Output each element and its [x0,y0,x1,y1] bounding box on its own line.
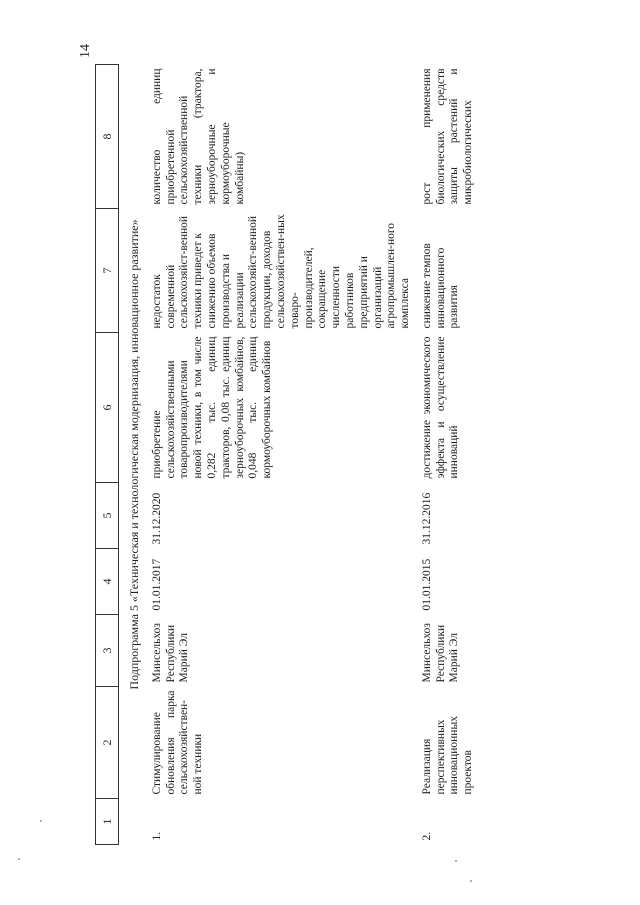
col-header-3: 3 [96,615,119,687]
consequences: снижение темпов инновационного развития [420,243,461,329]
expected-result: приобретение сельскохозяйственными товаропроизводителями новой техники, в том числе 0,282 тыс. единиц тракторов, 0,08 тыс. единиц зерноуборочных комбайнов, 0,048 тыс. единиц кормоуборочных комбайнов [150,336,274,479]
scan-speck [18,858,20,860]
executor: Минсельхоз Республики Марий Эл [420,623,461,683]
row-number: 2. [420,831,433,841]
section-row [119,65,148,845]
end-date: 31.12.2016 [420,492,433,545]
measure-name: Стимулирование обновления парка сельскохозяйствен-ной техники [150,690,205,795]
col-header-4: 4 [96,549,119,615]
measure-name: Реализация перспективных инновационных проектов [420,716,475,795]
col-header-5: 5 [96,483,119,549]
consequences: недостаток современной сельскохозяйст-венной техники приведет к снижению объемов производства и реализации сельскохозяйст-венной продукции, доходов сельскохозяйствен-ных товаро-производителей, сокращение численности работников предприятий и организаций агропромышлен-ного комплекса [150,214,412,329]
rotated-table-wrapper [95,65,590,845]
header-row [96,65,119,845]
start-date: 01.01.2017 [150,558,163,611]
indicators: количество единиц приобретенной сельскохозяйственной техники (трактора, зерноуборочные и кормоуборочные комбайны) [150,68,246,205]
col-header-8: 8 [96,65,119,209]
scan-speck [470,880,472,882]
row-number: 1. [150,831,163,841]
executor: Минсельхоз Республики Марий Эл [150,623,191,683]
table-row [418,65,479,845]
col-header-2: 2 [96,687,119,799]
page-number: 14 [78,44,93,58]
table-row [148,65,418,845]
col-header-7: 7 [96,209,119,333]
end-date: 31.12.2020 [150,492,163,545]
start-date: 01.01.2015 [420,558,433,611]
measures-table [95,64,479,845]
expected-result: достижение экономического эффекта и осуществление инноваций [420,336,461,479]
indicators: рост применения биологических средств защиты растений и микробиологических [420,68,475,205]
col-header-6: 6 [96,333,119,483]
scan-speck [40,820,42,822]
section-title: Подпрограмма 5 «Техническая и технологическая модернизация, инновационное развитие» [127,219,142,690]
scan-speck [455,860,457,862]
col-header-1: 1 [96,799,119,845]
